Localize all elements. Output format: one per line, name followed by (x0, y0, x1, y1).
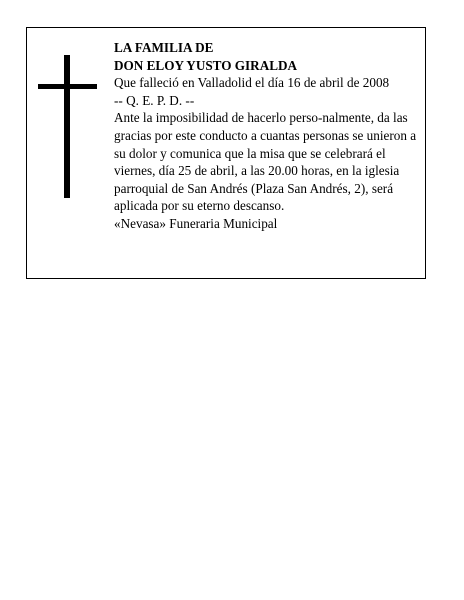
funeral-home: «Nevasa» Funeraria Municipal (114, 215, 278, 231)
qepd-line: -- Q. E. P. D. -- (114, 92, 195, 108)
obituary-text (114, 39, 422, 233)
death-line: Que falleció en Valladolid el día 16 de abril de 2008 (114, 75, 390, 91)
deceased-name: DON ELOY YUSTO GIRALDA (114, 57, 298, 73)
notice-body: Ante la imposibilidad de hacerlo perso-nalmente, da las gracias por este conducto a cuantas personas se unieron a su dolor y comunica que la misa que se celebrará el viernes, día 25 de abril, a las 20.00 horas, en la iglesia parroquial de San Andrés (Plaza San Andrés, 2), será aplicada por su eterno descanso. (114, 110, 417, 214)
cross-horizontal-bar (38, 84, 97, 89)
family-line: LA FAMILIA DE (114, 40, 214, 55)
cross-vertical-bar (64, 55, 70, 198)
